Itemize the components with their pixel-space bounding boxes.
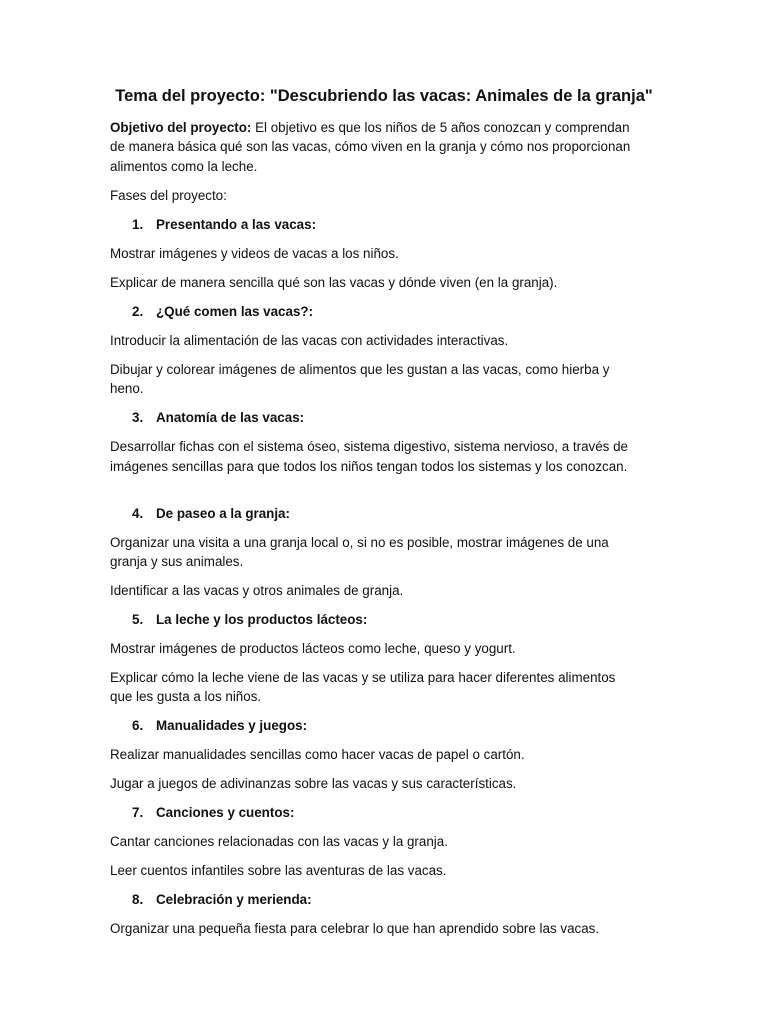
phase-title: Anatomía de las vacas: <box>156 410 305 426</box>
phase-paragraph: Explicar cómo la leche viene de las vacas y se utiliza para hacer diferentes alimentos que les gusta a los niños. <box>110 670 616 705</box>
document-body <box>110 118 638 948</box>
phase-number: 2. <box>132 303 144 319</box>
phase-title: De paseo a la granja: <box>156 505 290 521</box>
phase-number: 4. <box>132 505 144 521</box>
phase-paragraph: Jugar a juegos de adivinanzas sobre las vacas y sus características. <box>110 776 517 792</box>
phase-heading <box>110 610 638 629</box>
phase-paragraph: Mostrar imágenes y videos de vacas a los niños. <box>110 245 399 261</box>
phase-paragraph: Cantar canciones relacionadas con las vacas y la granja. <box>110 834 448 850</box>
phase-paragraph: Realizar manualidades sencillas como hacer vacas de papel o cartón. <box>110 747 525 763</box>
phase-heading <box>110 215 638 234</box>
phase-paragraph: Identificar a las vacas y otros animales de granja. <box>110 583 404 599</box>
phase-title: Presentando a las vacas: <box>156 216 317 232</box>
phase-paragraph: Organizar una visita a una granja local o, si no es posible, mostrar imágenes de una granja y sus animales. <box>110 534 609 570</box>
empty-line <box>110 486 638 504</box>
phases-intro: Fases del proyecto: <box>110 187 227 203</box>
phase-heading <box>110 504 638 523</box>
phase-title: ¿Qué comen las vacas?: <box>156 303 314 319</box>
phase-number: 6. <box>132 718 144 734</box>
phase-paragraph: Explicar de manera sencilla qué son las vacas y dónde viven (en la granja). <box>110 274 558 290</box>
phase-paragraph: Organizar una pequeña fiesta para celebrar lo que han aprendido sobre las vacas. <box>110 921 600 937</box>
phase-paragraph: Dibujar y colorear imágenes de alimentos que les gustan a las vacas, como hierba y heno. <box>110 361 610 397</box>
page-title: Tema del proyecto: "Descubriendo las vacas: Animales de la granja" <box>115 87 653 105</box>
objective-label: Objetivo del proyecto: <box>110 120 252 135</box>
phase-heading <box>110 302 638 321</box>
phase-number: 3. <box>132 410 144 426</box>
phase-paragraph: Desarrollar fichas con el sistema óseo, sistema digestivo, sistema nervioso, a través de imágenes sencillas para que todos los niños tengan todos los sistemas y los conozcan. <box>110 439 628 474</box>
phase-number: 7. <box>132 805 144 821</box>
objective-text: El objetivo es que los niños de 5 años conozcan y comprendan de manera básica qué son las vacas, cómo viven en la granja y cómo nos proporcionan alimentos como la leche. <box>110 120 631 174</box>
phase-number: 1. <box>132 216 144 232</box>
phase-title: Manualidades y juegos: <box>156 718 308 734</box>
phase-number: 8. <box>132 892 144 908</box>
phase-paragraph: Introducir la alimentación de las vacas con actividades interactivas. <box>110 332 509 348</box>
phase-paragraph: Mostrar imágenes de productos lácteos como leche, queso y yogurt. <box>110 641 516 657</box>
objective-paragraph <box>110 118 638 176</box>
phase-heading <box>110 890 638 909</box>
phase-title: Celebración y merienda: <box>156 892 312 908</box>
phase-heading <box>110 803 638 822</box>
phase-heading <box>110 408 638 427</box>
phase-title: Canciones y cuentos: <box>156 805 295 821</box>
phase-heading <box>110 716 638 735</box>
phase-paragraph: Leer cuentos infantiles sobre las aventuras de las vacas. <box>110 863 447 879</box>
phase-number: 5. <box>132 612 144 628</box>
phase-title: La leche y los productos lácteos: <box>156 612 368 628</box>
